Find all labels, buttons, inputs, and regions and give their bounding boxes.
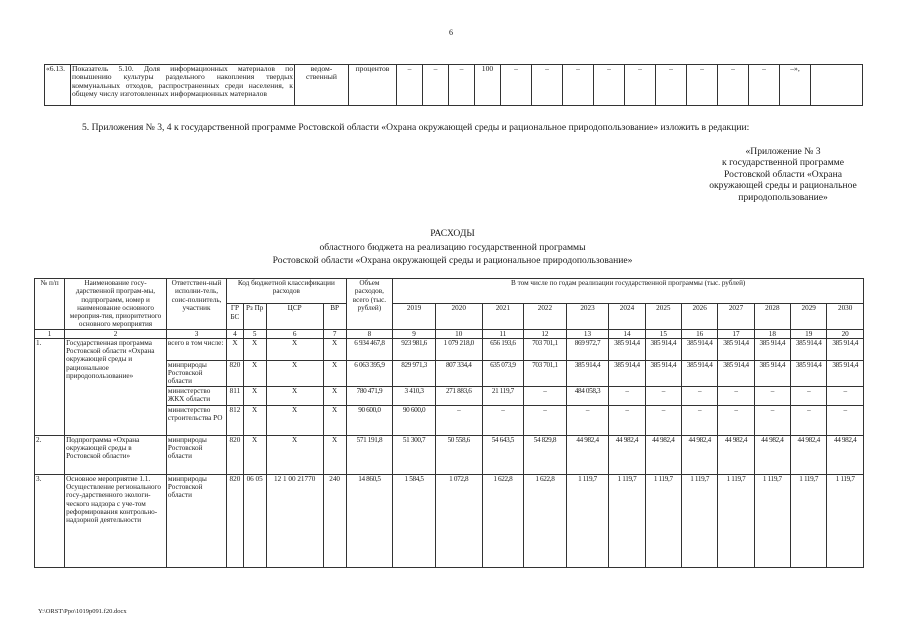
cell: – bbox=[423, 65, 449, 106]
code-csr: X bbox=[266, 386, 323, 405]
year-value: – bbox=[827, 405, 864, 435]
code-grbs: 820 bbox=[227, 474, 244, 567]
header-grbs: ГР БС bbox=[227, 304, 244, 329]
code-csr: 12 1 00 21770 bbox=[266, 474, 323, 567]
column-number: 12 bbox=[524, 329, 567, 338]
cell: – bbox=[656, 65, 687, 106]
year-value: 3 410,3 bbox=[393, 386, 436, 405]
year-value: 923 981,6 bbox=[393, 338, 436, 360]
code-rzpr: X bbox=[243, 360, 266, 386]
year-value: 21 119,7 bbox=[482, 386, 524, 405]
title-line-3: Ростовской области «Охрана окружающей среды и рациональное природопользование» bbox=[272, 255, 633, 266]
year-value: 54 643,5 bbox=[482, 435, 524, 474]
header-budget-code: Код бюджетной классификации расходов bbox=[227, 279, 346, 304]
column-number: 3 bbox=[166, 329, 226, 338]
year-value: 385 914,4 bbox=[718, 338, 754, 360]
table-row bbox=[35, 474, 864, 567]
appendix-line: к государственной программе bbox=[722, 157, 844, 169]
year-value: 1 584,5 bbox=[393, 474, 436, 567]
year-value: – bbox=[524, 405, 567, 435]
responsible-executor: министерство ЖКХ области bbox=[166, 386, 226, 405]
page-number: 6 bbox=[449, 28, 453, 37]
column-number: 16 bbox=[681, 329, 717, 338]
responsible-executor: всего в том числе: bbox=[166, 338, 226, 360]
header-year: 2022 bbox=[524, 304, 567, 329]
appendix-line: природопользование» bbox=[738, 191, 828, 203]
year-value: 271 883,6 bbox=[435, 386, 482, 405]
year-value: 44 982,4 bbox=[609, 435, 645, 474]
column-number: 18 bbox=[754, 329, 790, 338]
year-value: 1 119,7 bbox=[754, 474, 790, 567]
header-year: 2019 bbox=[393, 304, 436, 329]
cell: – bbox=[397, 65, 423, 106]
code-rzpr: X bbox=[243, 435, 266, 474]
header-year: 2027 bbox=[718, 304, 754, 329]
cell: процентов bbox=[349, 65, 397, 106]
table-row bbox=[35, 435, 864, 474]
column-number: 11 bbox=[482, 329, 524, 338]
header-year: 2026 bbox=[681, 304, 717, 329]
appendix-line: окружающей среды и рациональное bbox=[709, 180, 857, 192]
column-number: 2 bbox=[65, 329, 167, 338]
header-year: 2020 bbox=[435, 304, 482, 329]
header-vr: ВР bbox=[323, 304, 346, 329]
year-value: 385 914,4 bbox=[609, 360, 645, 386]
year-value: 44 982,4 bbox=[645, 435, 681, 474]
header-years-label: В том числе по годам реализации государственной программы (тыс. рублей) bbox=[393, 279, 864, 304]
code-vr: X bbox=[323, 386, 346, 405]
responsible-executor: министерство строительства РО bbox=[166, 405, 226, 435]
header-year: 2030 bbox=[827, 304, 864, 329]
year-value: 385 914,4 bbox=[609, 338, 645, 360]
column-number: 4 bbox=[227, 329, 244, 338]
year-value: 385 914,4 bbox=[645, 338, 681, 360]
row-name: Подпрограмма «Охрана окружающей среды в Ростовской области» bbox=[65, 435, 167, 474]
year-value: 1 119,7 bbox=[566, 474, 609, 567]
code-grbs: 820 bbox=[227, 360, 244, 386]
cell: Показатель 5.10. Доля информационных материалов по повышению культуры раздельного накопления твердых коммунальных отходов, распространенных среди населения, к общему числу изготовленных информационных материалов bbox=[71, 65, 295, 106]
row-number: 3. bbox=[35, 474, 65, 567]
amendment-paragraph: 5. Приложения № 3, 4 к государственной программе Ростовской области «Охрана окружающей среды и рациональное природопользование» изложить в редакции: bbox=[82, 122, 750, 133]
year-value: 51 300,7 bbox=[393, 435, 436, 474]
file-path-footer: Y:\ORST\Ppo\1019p091.f20.docx bbox=[38, 608, 127, 615]
indicator-row bbox=[45, 65, 863, 106]
year-value: 1 119,7 bbox=[609, 474, 645, 567]
code-grbs: 812 bbox=[227, 405, 244, 435]
title-line-1: РАСХОДЫ bbox=[430, 228, 475, 239]
column-number: 19 bbox=[791, 329, 827, 338]
column-number: 6 bbox=[266, 329, 323, 338]
year-value: 869 972,7 bbox=[566, 338, 609, 360]
header-rzpr: Рз Пр bbox=[243, 304, 266, 329]
row-name: Государственная программа Ростовской области «Охрана окружающей среды и рациональное природопользование» bbox=[65, 338, 167, 435]
year-value: – bbox=[524, 386, 567, 405]
indicator-table-fragment bbox=[44, 64, 863, 106]
expenses-table bbox=[34, 278, 864, 568]
year-value: 1 119,7 bbox=[791, 474, 827, 567]
column-number: 14 bbox=[609, 329, 645, 338]
column-number: 9 bbox=[393, 329, 436, 338]
year-value: – bbox=[718, 386, 754, 405]
year-value: 385 914,4 bbox=[791, 338, 827, 360]
responsible-executor: минприроды Ростовской области bbox=[166, 474, 226, 567]
header-row bbox=[35, 279, 864, 304]
year-value: 385 914,4 bbox=[791, 360, 827, 386]
cell: «6.13. bbox=[45, 65, 71, 106]
year-value: – bbox=[609, 386, 645, 405]
year-value: – bbox=[609, 405, 645, 435]
year-value: 484 058,3 bbox=[566, 386, 609, 405]
code-csr: X bbox=[266, 405, 323, 435]
cell: – bbox=[687, 65, 718, 106]
year-value: – bbox=[718, 405, 754, 435]
header-year: 2021 bbox=[482, 304, 524, 329]
header-no: № п/п bbox=[35, 279, 65, 330]
year-value: 703 701,1 bbox=[524, 338, 567, 360]
appendix-header bbox=[688, 146, 878, 203]
cell: – bbox=[625, 65, 656, 106]
cell: – bbox=[563, 65, 594, 106]
year-value: 635 073,9 bbox=[482, 360, 524, 386]
year-value: 44 982,4 bbox=[791, 435, 827, 474]
column-number: 15 bbox=[645, 329, 681, 338]
total-volume: 780 471,9 bbox=[346, 386, 393, 405]
year-value: – bbox=[681, 386, 717, 405]
year-value: 50 558,6 bbox=[435, 435, 482, 474]
header-year: 2029 bbox=[791, 304, 827, 329]
code-vr: X bbox=[323, 405, 346, 435]
code-grbs: 820 bbox=[227, 435, 244, 474]
cell: – bbox=[718, 65, 749, 106]
year-value: 44 982,4 bbox=[681, 435, 717, 474]
cell: – bbox=[594, 65, 625, 106]
total-volume: 14 860,5 bbox=[346, 474, 393, 567]
code-vr: X bbox=[323, 435, 346, 474]
code-vr: X bbox=[323, 360, 346, 386]
year-value: 656 193,6 bbox=[482, 338, 524, 360]
year-value: 90 600,0 bbox=[393, 405, 436, 435]
year-value: 385 914,4 bbox=[827, 360, 864, 386]
year-value: 44 982,4 bbox=[718, 435, 754, 474]
code-vr: 240 bbox=[323, 474, 346, 567]
column-number: 13 bbox=[566, 329, 609, 338]
appendix-line: Ростовской области «Охрана bbox=[724, 168, 842, 180]
header-year: 2025 bbox=[645, 304, 681, 329]
year-value: 385 914,4 bbox=[754, 360, 790, 386]
total-volume: 571 191,8 bbox=[346, 435, 393, 474]
year-value: 385 914,4 bbox=[681, 360, 717, 386]
title-line-2: областного бюджета на реализацию государственной программы bbox=[319, 242, 586, 253]
cell: ведом-ственный bbox=[295, 65, 349, 106]
column-number-row bbox=[35, 329, 864, 338]
column-number: 8 bbox=[346, 329, 393, 338]
year-value: – bbox=[645, 405, 681, 435]
year-value: – bbox=[435, 405, 482, 435]
year-value: 1 622,8 bbox=[482, 474, 524, 567]
year-value: 385 914,4 bbox=[566, 360, 609, 386]
cell: – bbox=[532, 65, 563, 106]
year-value: 1 119,7 bbox=[718, 474, 754, 567]
header-year: 2023 bbox=[566, 304, 609, 329]
responsible-executor: минприроды Ростовской области bbox=[166, 435, 226, 474]
row-name: Основное мероприятие 1.1. Осуществление регионального госу-дарственного экологи-ческого надзора с уче-том реформирования контрольно-надзорной деятельности bbox=[65, 474, 167, 567]
appendix-line: «Приложение № 3 bbox=[745, 146, 821, 157]
code-csr: X bbox=[266, 338, 323, 360]
year-value: 1 119,7 bbox=[681, 474, 717, 567]
year-value: – bbox=[566, 405, 609, 435]
year-value: – bbox=[827, 386, 864, 405]
responsible-executor: минприроды Ростовской области bbox=[166, 360, 226, 386]
year-value: – bbox=[754, 386, 790, 405]
header-year: 2028 bbox=[754, 304, 790, 329]
year-value: 54 829,8 bbox=[524, 435, 567, 474]
year-value: 385 914,4 bbox=[681, 338, 717, 360]
code-rzpr: 06 05 bbox=[243, 474, 266, 567]
column-number: 1 bbox=[35, 329, 65, 338]
code-csr: X bbox=[266, 360, 323, 386]
total-volume: 90 600,0 bbox=[346, 405, 393, 435]
year-value: 44 982,4 bbox=[827, 435, 864, 474]
code-csr: X bbox=[266, 435, 323, 474]
column-number: 20 bbox=[827, 329, 864, 338]
column-number: 10 bbox=[435, 329, 482, 338]
header-name: Наименование госу-дарственной програм-мы, подпрограмм, номер и наименование основного мероприя-тия, приоритетного основного мероприятия bbox=[65, 279, 167, 330]
header-responsible: Ответствен-ный исполни-тель, соис-полнитель, участник bbox=[166, 279, 226, 330]
year-value: – bbox=[482, 405, 524, 435]
header-csr: ЦСР bbox=[266, 304, 323, 329]
code-grbs: X bbox=[227, 338, 244, 360]
row-number: 2. bbox=[35, 435, 65, 474]
code-rzpr: X bbox=[243, 405, 266, 435]
code-vr: X bbox=[323, 338, 346, 360]
year-value: – bbox=[681, 405, 717, 435]
year-value: 44 982,4 bbox=[754, 435, 790, 474]
code-rzpr: X bbox=[243, 386, 266, 405]
cell bbox=[811, 65, 863, 106]
year-value: 385 914,4 bbox=[827, 338, 864, 360]
cell: – bbox=[501, 65, 532, 106]
cell: 100 bbox=[475, 65, 501, 106]
year-value: 1 622,8 bbox=[524, 474, 567, 567]
cell: – bbox=[449, 65, 475, 106]
year-value: 829 971,3 bbox=[393, 360, 436, 386]
year-value: 1 119,7 bbox=[827, 474, 864, 567]
code-grbs: 811 bbox=[227, 386, 244, 405]
year-value: – bbox=[791, 405, 827, 435]
year-value: 44 982,4 bbox=[566, 435, 609, 474]
column-number: 7 bbox=[323, 329, 346, 338]
cell: –», bbox=[780, 65, 811, 106]
total-volume: 6 934 467,8 bbox=[346, 338, 393, 360]
year-value: 385 914,4 bbox=[718, 360, 754, 386]
column-number: 17 bbox=[718, 329, 754, 338]
year-value: 385 914,4 bbox=[754, 338, 790, 360]
year-value: – bbox=[754, 405, 790, 435]
year-value: 807 334,4 bbox=[435, 360, 482, 386]
year-value: – bbox=[791, 386, 827, 405]
year-value: 385 914,4 bbox=[645, 360, 681, 386]
header-volume: Объем расходов, всего (тыс. рублей) bbox=[346, 279, 393, 330]
year-value: 1 119,7 bbox=[645, 474, 681, 567]
total-volume: 6 063 395,9 bbox=[346, 360, 393, 386]
year-value: 1 079 218,0 bbox=[435, 338, 482, 360]
column-number: 5 bbox=[243, 329, 266, 338]
year-value: – bbox=[645, 386, 681, 405]
code-rzpr: X bbox=[243, 338, 266, 360]
year-value: 703 701,1 bbox=[524, 360, 567, 386]
header-year: 2024 bbox=[609, 304, 645, 329]
table-row bbox=[35, 338, 864, 360]
cell: – bbox=[749, 65, 780, 106]
year-value: 1 072,8 bbox=[435, 474, 482, 567]
row-number: 1. bbox=[35, 338, 65, 435]
